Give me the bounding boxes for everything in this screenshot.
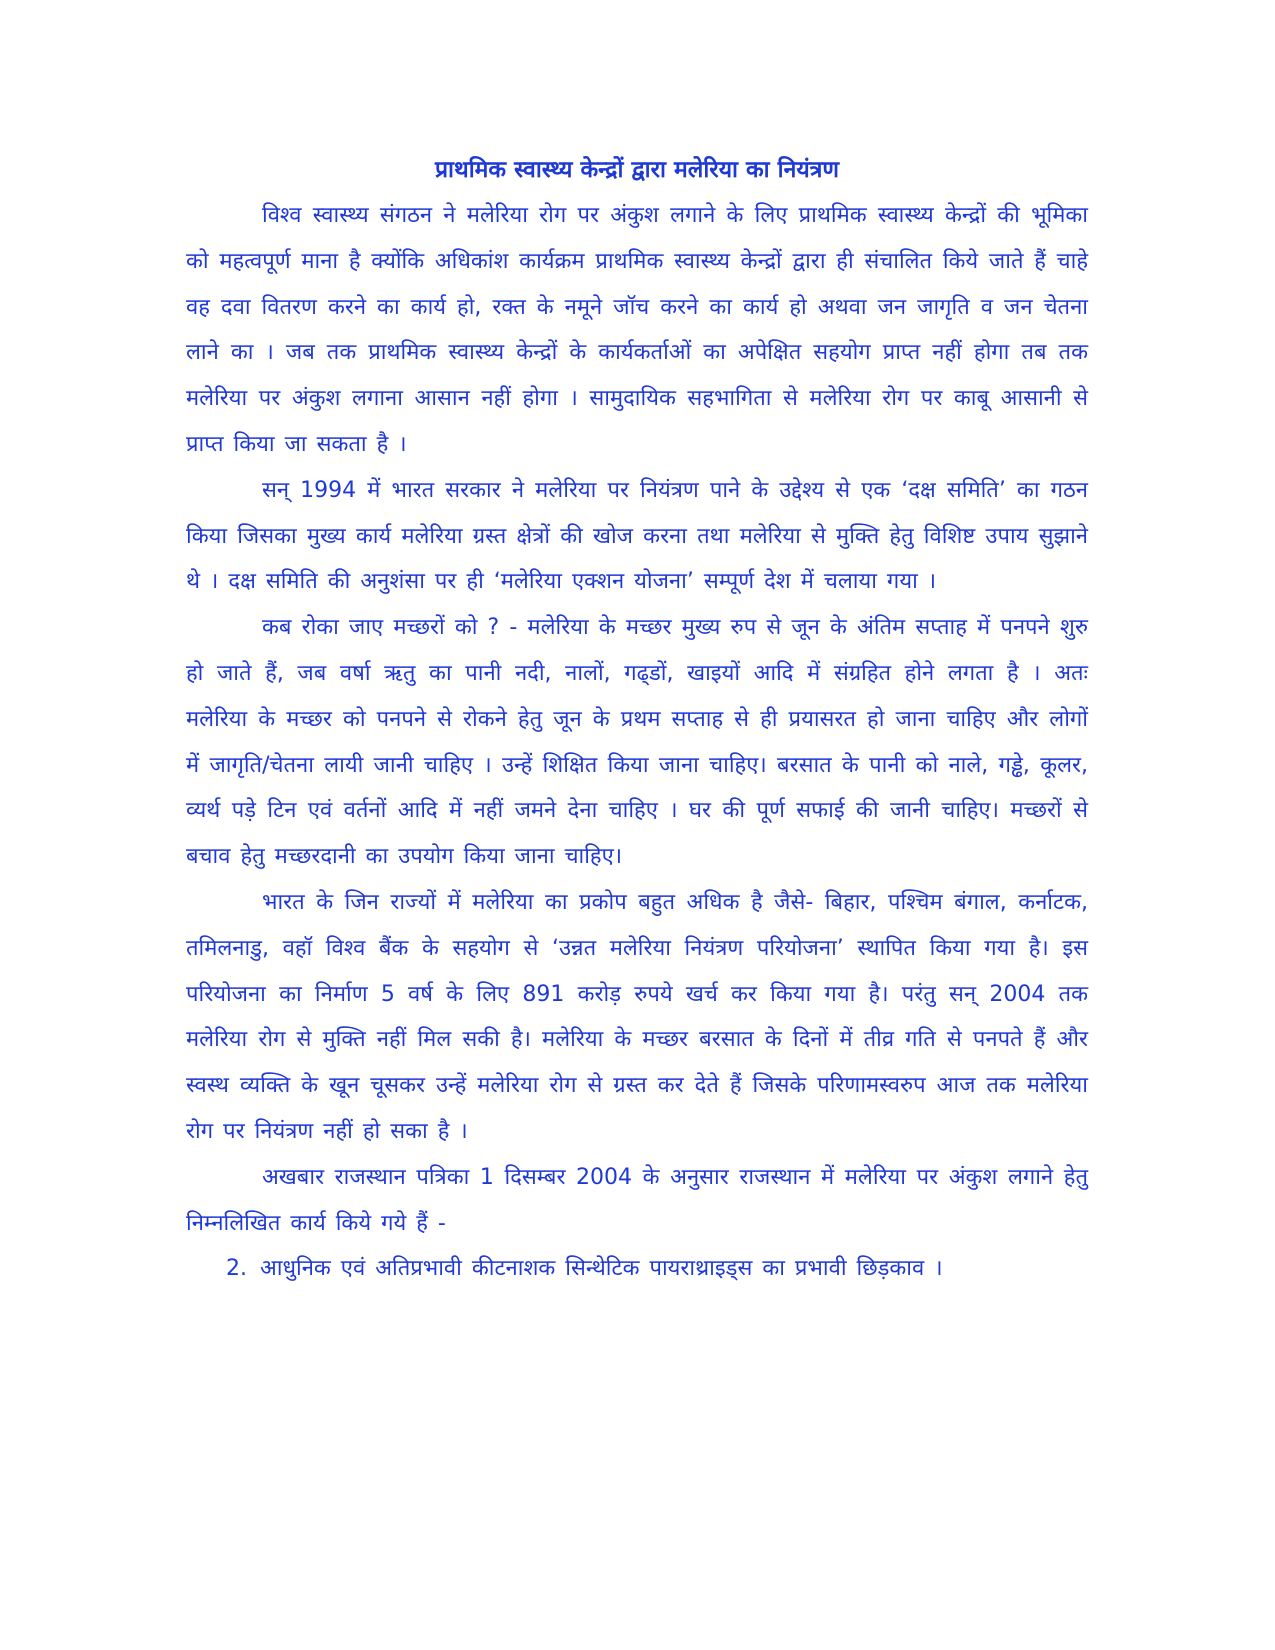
paragraph-who-phc-role: विश्व स्वास्थ्य संगठन ने मलेरिया रोग पर अंकुश लगाने के लिए प्राथमिक स्वास्थ्य केन्द्रों की भूमिका को महत्वपूर्ण माना है क्योंकि अधिकांश कार्यक्रम प्राथमिक स्वास्थ्य केन्द्रों द्वारा ही संचालित किये जाते हैं चाहे वह दवा वितरण करने का कार्य हो, रक्त के नमूने जॉच करने का कार्य हो अथवा जन जागृति व जन चेतना लाने का । जब तक प्राथमिक स्वास्थ्य केन्द्रों के कार्यकर्ताओं का अपेक्षित सहयोग प्राप्त नहीं होगा तब तक मलेरिया पर अंकुश लगाना आसान नहीं होगा । सामुदायिक सहभागिता से मलेरिया रोग पर काबू आसानी से प्राप्त किया जा सकता है । [186,203,1088,457]
paragraph-when-to-stop-mosquitoes: कब रोका जाए मच्छरों को ? - मलेरिया के मच्छर मुख्य रुप से जून के अंतिम सप्ताह में पनपने शुरु हो जाते हैं, जब वर्षा ऋतु का पानी नदी, नालों, गढ्डों, खाइयों आदि में संग्रहित होने लगता है । अतः मलेरिया के मच्छर को पनपने से रोकने हेतु जून के प्रथम सप्ताह से ही प्रयासरत हो जाना चाहिए और लोगों में जागृति/चेतना लायी जानी चाहिए । उन्हें शिक्षित किया जाना चाहिए। बरसात के पानी को नाले, गड्ढे, कूलर, व्यर्थ पड़े टिन एवं वर्तनों आदि में नहीं जमने देना चाहिए । घर की पूर्ण सफाई की जानी चाहिए। मच्छरों से बचाव हेतु मच्छरदानी का उपयोग किया जाना चाहिए। [186,615,1088,870]
paragraph-world-bank-project: भारत के जिन राज्यों में मलेरिया का प्रकोप बहुत अधिक है जैसे- बिहार, पश्चिम बंगाल, कर्नाटक, तमिलनाडु, वहॉ विश्व बैंक के सहयोग से ‘उन्नत मलेरिया नियंत्रण परियोजना’ स्थापित किया गया है। इस परियोजना का निर्माण 5 वर्ष के लिए 891 करोड़ रुपये खर्च कर किया गया है। परंतु सन् 2004 तक मलेरिया रोग से मुक्ति नहीं मिल सकी है। मलेरिया के मच्छर बरसात के दिनों में तीव्र गति से पनपते हैं और स्वस्थ व्यक्ति के खून चूसकर उन्हें मलेरिया रोग से ग्रस्त कर देते हैं जिसके परिणामस्वरुप आज तक मलेरिया रोग पर नियंत्रण नहीं हो सका है । [186,889,1088,1144]
document-title: प्राथमिक स्वास्थ्य केन्द्रों द्वारा मलेरिया का नियंत्रण [434,157,840,183]
list-item-number: 2. [226,1256,247,1282]
list-item-text: आधुनिक एवं अतिप्रभावी कीटनाशक सिन्थेटिक पायराथ्राइड्स का प्रभावी छिड़काव । [260,1256,943,1282]
document-body [186,148,1088,1292]
paragraph-expert-committee-1994: सन् 1994 में भारत सरकार ने मलेरिया पर नियंत्रण पाने के उद्देश्य से एक ‘दक्ष समिति’ का गठन किया जिसका मुख्य कार्य मलेरिया ग्रस्त क्षेत्रों की खोज करना तथा मलेरिया से मुक्ति हेतु विशिष्ट उपाय सुझाने थे । दक्ष समिति की अनुशंसा पर ही ‘मलेरिया एक्शन योजना’ सम्पूर्ण देश में चलाया गया । [186,477,1088,595]
paragraph-rajasthan-patrika: अखबार राजस्थान पत्रिका 1 दिसम्बर 2004 के अनुसार राजस्थान में मलेरिया पर अंकुश लगाने हेतु निम्नलिखित कार्य किये गये हैं - [186,1164,1088,1236]
list-item [186,1246,1088,1292]
